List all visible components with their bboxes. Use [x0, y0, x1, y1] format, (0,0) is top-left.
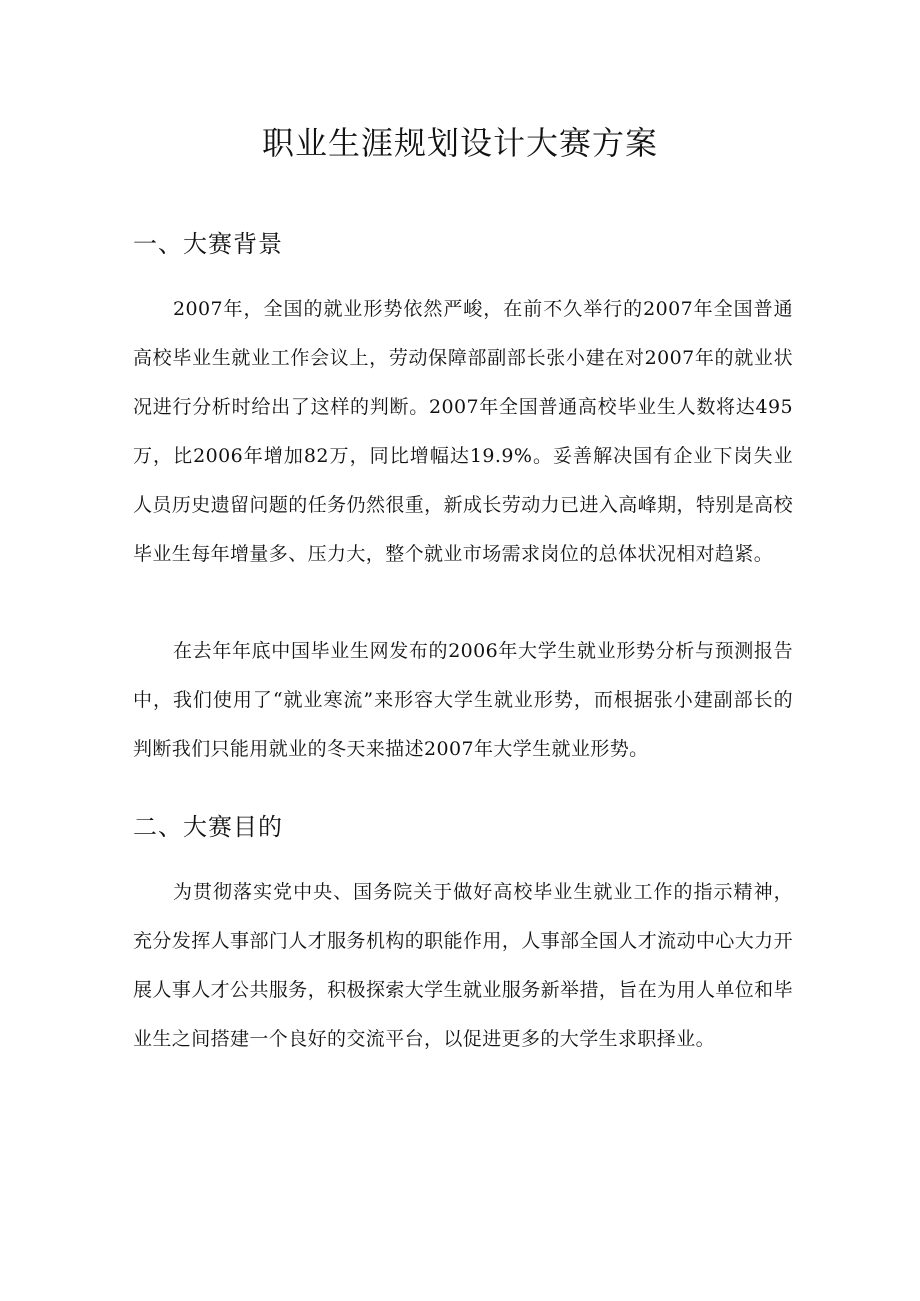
- section-heading-purpose: 二、大赛目的: [133, 813, 283, 841]
- paragraph-background-2: 在去年年底中国毕业生网发布的2006年大学生就业形势分析与预测报告中，我们使用了“就业寒流”来形容大学生就业形势，而根据张小建副部长的判断我们只能用就业的冬天来描述2007年大学生就业形势。: [133, 640, 793, 760]
- document-title: 职业生涯规划设计大赛方案: [261, 124, 658, 162]
- paragraph-purpose-1: 为贯彻落实党中央、国务院关于做好高校毕业生就业工作的指示精神，充分发挥人事部门人才服务机构的职能作用，人事部全国人才流动中心大力开展人事人才公共服务，积极探索大学生就业服务新举措，旨在为用人单位和毕业生之间搭建一个良好的交流平台，以促进更多的大学生求职择业。: [133, 881, 793, 1050]
- paragraph-background-1: 2007年，全国的就业形势依然严峻，在前不久举行的2007年全国普通高校毕业生就业工作会议上，劳动保障部副部长张小建在对2007年的就业状况进行分析时给出了这样的判断。2007年全国普通高校毕业生人数将达495万，比2006年增加82万，同比增幅达19.9%。妥善解决国有企业下岗失业人员历史遗留问题的任务仍然很重，新成长劳动力已进入高峰期，特别是高校毕业生每年增量多、压力大，整个就业市场需求岗位的总体状况相对趋紧。: [133, 298, 793, 565]
- section-heading-background: 一、大赛背景: [133, 230, 283, 258]
